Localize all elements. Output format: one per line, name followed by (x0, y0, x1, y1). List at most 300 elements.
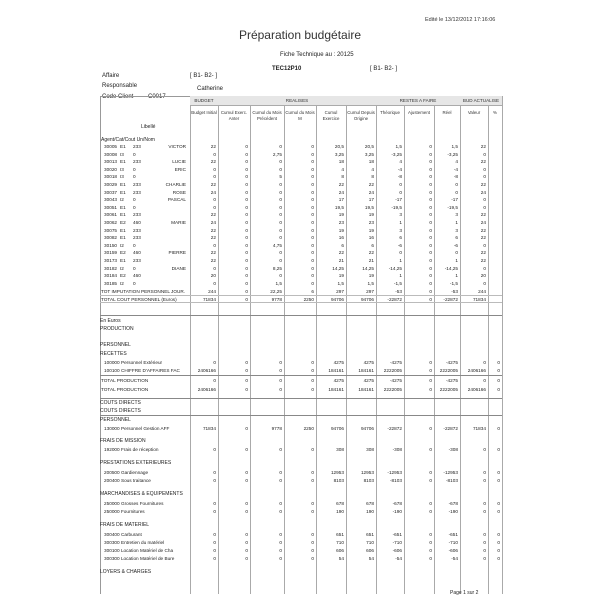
agent-code: 30150 (104, 242, 118, 248)
section-title: PERSONNEL (100, 342, 131, 348)
cell-cumul-depuis-origine: 4 (371, 166, 374, 172)
account-row (100, 547, 502, 554)
cell-r-el: -1,5 (449, 280, 458, 286)
section-separator (100, 375, 502, 376)
cell-cumul-du-mois-pr-c-dent: 0 (279, 368, 282, 374)
cell-cumul-exercice: 18 (338, 159, 344, 165)
cell-r-el: 1,5 (451, 144, 458, 149)
account-label: 100100 CHIFFRE D'AFFAIRES FAC (104, 368, 180, 374)
account-label: 300300 Location Matériel de Bure (104, 556, 175, 562)
section-title: COUTS DIRECTS (100, 408, 141, 415)
cell-valeur: 22 (480, 258, 486, 263)
cell-cumul-du-mois-pr-c-dent: 9778 (271, 297, 282, 302)
cell-cumul-exerc-anter: 0 (245, 297, 248, 302)
cell-cumul-exerc-anter: 0 (245, 368, 248, 374)
agent-code: 30029 (104, 182, 118, 187)
column-header: Réel (442, 110, 452, 115)
cell-cumul-exercice: 22 (338, 182, 344, 187)
agent-category: E1 (120, 182, 126, 187)
account-label: 100000 Personnel Extérieur (104, 360, 163, 365)
agent-name: DIANE (171, 265, 186, 271)
cell-cumul-du-mois-pr-c-dent: 22,25 (270, 289, 282, 295)
agent-category: E1 (120, 212, 126, 218)
column-header: Cumul Exercice (322, 110, 340, 121)
cell-th-orique: -22872 (387, 426, 402, 432)
agent-name: MARIE (171, 220, 186, 225)
cell-cumul-depuis-origine: 710 (366, 539, 374, 545)
section-title: FRAIS DE MISSION (100, 437, 146, 444)
cell-cumul-exerc-anter: 0 (245, 242, 248, 248)
cell-valeur: 2406166 (467, 368, 486, 374)
cell-th-orique: -4 (397, 166, 402, 172)
cell-cumul-depuis-origine: 308 (366, 447, 374, 452)
cell-valeur: 0 (483, 508, 486, 514)
agent-row (100, 227, 502, 234)
agent-row (100, 173, 502, 180)
cell-ajustement: 0 (429, 235, 432, 241)
cell-valeur: 0 (483, 151, 486, 157)
cell-cumul-du-mois-pr-c-dent: 0 (279, 166, 282, 172)
cell-cumul-exercice: 678 (336, 500, 344, 506)
cell-cumul-exercice: 190 (336, 508, 344, 514)
cell-cumul-du-mois-m: 0 (311, 273, 314, 279)
cell-cumul-du-mois-m: 0 (311, 182, 314, 187)
agent-unit-cost: 0 (133, 280, 136, 286)
cell-budget-initial: 22 (210, 159, 216, 165)
account-row (100, 367, 502, 374)
cell-th-orique: 0 (399, 182, 402, 187)
cell-cumul-depuis-origine: 19 (368, 273, 374, 279)
cell-th-orique: -4275 (390, 360, 402, 365)
cell-ajustement: 0 (429, 144, 432, 149)
cell-r-el: -8103 (446, 477, 458, 483)
cell-cumul-du-mois-m: 0 (311, 547, 314, 553)
agent-code: 30037 (104, 189, 118, 195)
cell--: 0 (497, 531, 500, 537)
account-label: TOTAL PRODUCTION (101, 378, 149, 384)
cell-r-el: -606 (448, 547, 458, 553)
cell--: 0 (497, 477, 500, 483)
cell-cumul-exerc-anter: 0 (245, 204, 248, 210)
section-separator (100, 315, 502, 316)
cell-cumul-exercice: 8103 (333, 477, 344, 483)
cell-ajustement: 0 (429, 197, 432, 203)
cell-valeur: 24 (480, 189, 486, 195)
cell-ajustement: 0 (429, 174, 432, 180)
cell-cumul-du-mois-pr-c-dent: 0 (279, 235, 282, 241)
cell-cumul-exercice: 184161 (328, 368, 344, 374)
cell-cumul-depuis-origine: 54 (368, 556, 374, 562)
cell-cumul-exercice: 19 (338, 273, 344, 279)
agent-row (100, 272, 502, 279)
cell-cumul-du-mois-m: 0 (311, 508, 314, 514)
cell-th-orique: 0 (399, 250, 402, 256)
cell-budget-initial: 0 (213, 204, 216, 210)
cell-budget-initial: 0 (213, 556, 216, 562)
agent-unit-cost: 460 (133, 273, 141, 279)
cell-cumul-du-mois-pr-c-dent: 0 (279, 378, 282, 384)
cell-ajustement: 0 (429, 289, 432, 295)
cell-r-el: -4275 (446, 378, 458, 384)
column-header: Ajustement (408, 110, 430, 115)
cell-cumul-depuis-origine: 1,5 (367, 280, 374, 286)
cell-cumul-exerc-anter: 0 (245, 166, 248, 172)
agent-row (100, 204, 502, 211)
cell-th-orique: -8103 (390, 477, 402, 483)
cell-cumul-depuis-origine: 19 (368, 212, 374, 218)
cell-cumul-depuis-origine: 23 (368, 220, 374, 225)
cell-valeur: 0 (483, 242, 486, 248)
agent-category: I2 (120, 265, 124, 271)
fiche-technique (280, 52, 354, 58)
cell-ajustement: 0 (429, 539, 432, 545)
cell-cumul-du-mois-m: 0 (311, 447, 314, 452)
agent-row (100, 234, 502, 241)
agent-unit-cost: 0 (133, 151, 136, 157)
cell--: 0 (497, 386, 500, 392)
cell-valeur: 0 (483, 500, 486, 506)
cell-valeur: 0 (483, 447, 486, 452)
cell-cumul-exerc-anter: 0 (245, 159, 248, 165)
cell-valeur: 0 (483, 166, 486, 172)
cell-cumul-du-mois-pr-c-dent: 0 (279, 360, 282, 365)
cell-budget-initial: 71834 (202, 426, 216, 432)
cell-cumul-exercice: 94706 (330, 297, 344, 302)
cell-cumul-exercice: 94706 (330, 426, 344, 432)
page-number: Page 1 sur 2 (450, 590, 479, 596)
cell-th-orique: 2222005 (383, 386, 402, 392)
client-value: C0017 (148, 94, 166, 100)
cell-ajustement: 0 (429, 280, 432, 286)
cell-budget-initial: 0 (213, 469, 216, 475)
cell-cumul-du-mois-pr-c-dent: 0 (279, 447, 282, 452)
cell-budget-initial: 0 (213, 280, 216, 286)
cell-budget-initial: 24 (210, 220, 216, 225)
agent-category: E2 (120, 250, 126, 256)
cell-ajustement: 0 (429, 258, 432, 263)
cell-cumul-depuis-origine: 21 (368, 258, 374, 263)
cell-ajustement: 0 (429, 368, 432, 374)
agent-category: I2 (120, 197, 124, 203)
agent-category: I3 (120, 151, 124, 157)
cell-cumul-du-mois-pr-c-dent: 0 (279, 197, 282, 203)
column-header: Cumul du Mois Précédent (252, 110, 282, 121)
cell-budget-initial: 2406166 (197, 368, 216, 374)
cell-r-el: 3 (455, 227, 458, 233)
cell-budget-initial: 0 (213, 447, 216, 452)
agent-unit-cost: 0 (133, 197, 136, 203)
cell-valeur: 0 (483, 469, 486, 475)
column-header: Théorique (380, 110, 400, 115)
cell-cumul-du-mois-m: 0 (311, 174, 314, 180)
cell-cumul-exerc-anter: 0 (245, 426, 248, 432)
cell-cumul-du-mois-m: 0 (311, 250, 314, 256)
cell-r-el: 2222005 (439, 386, 458, 392)
agent-category: E1 (120, 227, 126, 233)
cell-budget-initial: 0 (213, 174, 216, 180)
agent-category: E1 (120, 204, 126, 210)
agent-code: 30013 (104, 159, 118, 165)
cell-th-orique: -3,25 (391, 151, 402, 157)
cell-cumul-du-mois-pr-c-dent: 0 (279, 144, 282, 149)
affaire-label: Affaire (102, 73, 120, 79)
cell--: 0 (497, 469, 500, 475)
cell-th-orique: -678 (392, 500, 402, 506)
cell-cumul-exerc-anter: 0 (245, 265, 248, 271)
cell-cumul-depuis-origine: 678 (366, 500, 374, 506)
agent-unit-cost: 233 (133, 182, 141, 187)
cell-r-el: -8 (453, 174, 458, 180)
cell-cumul-exerc-anter: 0 (245, 144, 248, 149)
cell-cumul-du-mois-pr-c-dent: 0 (279, 227, 282, 233)
cell-cumul-du-mois-m: 0 (311, 531, 314, 537)
agent-unit-cost: 460 (133, 250, 141, 256)
agent-name: ERIC (174, 166, 186, 172)
cell-cumul-du-mois-m: 0 (311, 500, 314, 506)
cell-valeur: 0 (483, 378, 486, 384)
agent-category: E1 (120, 235, 126, 241)
account-label: 300100 Location Matériel de Cha (104, 547, 174, 553)
cell-budget-initial: 0 (213, 197, 216, 203)
cell-r-el: 0 (455, 182, 458, 187)
cell-cumul-exerc-anter: 0 (245, 212, 248, 218)
cell-th-orique: -606 (392, 547, 402, 553)
cell-cumul-exerc-anter: 0 (245, 151, 248, 157)
cell--: 0 (497, 539, 500, 545)
cell-ajustement: 0 (429, 159, 432, 165)
section-title: RECETTES (100, 350, 127, 357)
cell-valeur: 0 (483, 547, 486, 553)
edited-timestamp: Edité le 13/12/2012 17:16:06 (425, 17, 496, 23)
cell-cumul-exercice: 16 (338, 235, 344, 241)
cell-budget-initial: 22 (210, 182, 216, 187)
agent-row (100, 181, 502, 188)
cell-cumul-exerc-anter: 0 (245, 539, 248, 545)
account-row (100, 359, 502, 366)
cell-cumul-du-mois-m: 0 (311, 378, 314, 384)
cell-cumul-du-mois-pr-c-dent: 9778 (271, 426, 282, 432)
agent-code: 30043 (104, 197, 118, 203)
cell-cumul-exerc-anter: 0 (245, 378, 248, 384)
cell-cumul-exerc-anter: 0 (245, 500, 248, 506)
agent-row (100, 166, 502, 173)
cell-ajustement: 0 (429, 182, 432, 187)
cell-cumul-exerc-anter: 0 (245, 197, 248, 203)
cell-cumul-depuis-origine: 24 (368, 189, 374, 195)
affaire-value: [ B1- B2- ] (190, 73, 218, 79)
cell-cumul-exercice: 20,5 (334, 144, 344, 149)
cell-th-orique: -53 (395, 289, 402, 295)
cell-r-el: 0 (455, 250, 458, 256)
cell-th-orique: -651 (392, 531, 402, 537)
agent-code: 30062 (104, 220, 118, 225)
cell-ajustement: 0 (429, 273, 432, 279)
cell-cumul-du-mois-m: 0 (311, 539, 314, 545)
cell-cumul-du-mois-pr-c-dent: 0 (279, 258, 282, 263)
cell-cumul-du-mois-m: 0 (311, 386, 314, 392)
cell-cumul-exerc-anter: 0 (245, 531, 248, 537)
cell-cumul-depuis-origine: 297 (366, 289, 374, 295)
cell-cumul-exerc-anter: 0 (245, 508, 248, 514)
cell-ajustement: 0 (429, 547, 432, 553)
agent-row (100, 249, 502, 256)
cell-ajustement: 0 (429, 508, 432, 514)
cell-cumul-depuis-origine: 94706 (360, 426, 374, 432)
cell-r-el: -54 (451, 556, 458, 562)
cell-budget-initial: 24 (210, 189, 216, 195)
account-row (100, 508, 502, 515)
cell-valeur: 244 (478, 289, 486, 295)
agent-unit-cost: 0 (133, 166, 136, 172)
cell-cumul-du-mois-pr-c-dent: 0 (279, 273, 282, 279)
cell-cumul-du-mois-m: 0 (311, 258, 314, 263)
agent-category: I2 (120, 280, 124, 286)
agent-code: 30061 (104, 212, 118, 218)
column-header: Cumul Exerc. Anter (220, 110, 248, 121)
agent-code: 30173 (104, 258, 118, 263)
cell--: 0 (497, 378, 500, 384)
cell-cumul-exerc-anter: 0 (245, 469, 248, 475)
cell-ajustement: 0 (429, 265, 432, 271)
cell-cumul-exercice: 710 (336, 539, 344, 545)
agent-unit-cost: 233 (133, 159, 141, 165)
cell-budget-initial: 2406166 (197, 386, 216, 392)
cell-cumul-exerc-anter: 0 (245, 258, 248, 263)
cell-cumul-du-mois-m: 0 (311, 144, 314, 149)
agent-unit-cost: 233 (133, 212, 141, 218)
group-restes: RESTES A FAIRE (376, 96, 460, 106)
cell-cumul-exerc-anter: 0 (245, 250, 248, 256)
project-bracket: [ B1- B2- ] (370, 66, 398, 72)
agent-category: I3 (120, 174, 124, 180)
section-title: PERSONNEL (100, 416, 131, 423)
agent-category: E2 (120, 220, 126, 225)
account-row (100, 469, 502, 476)
cell-budget-initial: 71834 (202, 297, 216, 302)
cell-cumul-du-mois-pr-c-dent: 0 (279, 204, 282, 210)
cell-ajustement: 0 (429, 426, 432, 432)
cell-cumul-exercice: 54 (338, 556, 344, 562)
section-separator (100, 398, 502, 399)
cell-cumul-depuis-origine: 606 (366, 547, 374, 553)
agent-name: PIERRE (168, 250, 186, 256)
cell-valeur: 22 (480, 212, 486, 218)
cell-th-orique: 0 (399, 189, 402, 195)
agent-unit-cost: 460 (133, 220, 141, 225)
account-row (100, 446, 502, 453)
cell--: 0 (497, 368, 500, 374)
cell--: 0 (497, 426, 500, 432)
client-label: Code Client (102, 94, 134, 100)
cell-cumul-depuis-origine: 18 (368, 159, 374, 165)
cell-th-orique: -710 (392, 539, 402, 545)
cell-cumul-du-mois-m: 0 (311, 469, 314, 475)
cell-valeur: 24 (480, 220, 486, 225)
cell-budget-initial: 22 (210, 212, 216, 218)
cell-ajustement: 0 (429, 386, 432, 392)
agent-unit-cost: 233 (133, 258, 141, 263)
agent-row (100, 219, 502, 226)
cell-cumul-depuis-origine: 8 (371, 174, 374, 180)
agent-code: 30159 (104, 250, 118, 256)
cell-r-el: -22872 (443, 297, 458, 302)
cell-valeur: 22 (480, 159, 486, 165)
cell-cumul-depuis-origine: 12953 (360, 469, 374, 475)
cell-th-orique: -308 (392, 447, 402, 452)
cell-cumul-exercice: 651 (336, 531, 344, 537)
cell-cumul-du-mois-pr-c-dent: 0 (279, 469, 282, 475)
section-title: MARCHANDISES & EQUIPEMENTS (100, 491, 183, 498)
cell-budget-initial: 0 (213, 477, 216, 483)
account-row (100, 425, 502, 432)
cell-cumul-du-mois-pr-c-dent: 0 (279, 250, 282, 256)
cell-th-orique: -19,5 (391, 204, 402, 210)
cell-cumul-du-mois-pr-c-dent: 2,75 (272, 151, 282, 157)
column-divider (502, 96, 503, 594)
agent-unit-cost: 0 (133, 242, 136, 248)
cell-th-orique: -190 (392, 508, 402, 514)
cell-cumul-du-mois-pr-c-dent: 0 (279, 477, 282, 483)
cell-ajustement: 0 (429, 378, 432, 384)
agent-row (100, 158, 502, 165)
cell-cumul-du-mois-m: 0 (311, 212, 314, 218)
cell-ajustement: 0 (429, 531, 432, 537)
cell-valeur: 71834 (472, 426, 486, 432)
agent-row (100, 257, 502, 264)
cell-valeur: 0 (483, 174, 486, 180)
cell-th-orique: 1 (399, 273, 402, 279)
cell-r-el: -710 (448, 539, 458, 545)
cell-r-el: -4275 (446, 360, 458, 365)
cell-cumul-du-mois-m: 0 (311, 235, 314, 241)
agent-name: VICTOR (168, 144, 186, 149)
cell-cumul-du-mois-m: 0 (311, 151, 314, 157)
cell-cumul-exerc-anter: 0 (245, 477, 248, 483)
cell-r-el: -678 (448, 500, 458, 506)
cell-cumul-depuis-origine: 19 (368, 227, 374, 233)
cell-cumul-exercice: 4275 (333, 378, 344, 384)
agent-unit-cost: 0 (133, 174, 136, 180)
cell-cumul-depuis-origine: 190 (366, 508, 374, 514)
cell-valeur: 0 (483, 360, 486, 365)
cell-cumul-exercice: 3,25 (334, 151, 344, 157)
agent-row (100, 265, 502, 272)
cell-ajustement: 0 (429, 151, 432, 157)
cell-th-orique: -6 (397, 242, 402, 248)
agent-code: 30185 (104, 280, 118, 286)
cell-th-orique: 4 (399, 159, 402, 165)
cell-cumul-exercice: 6 (341, 242, 344, 248)
cell-cumul-exercice: 19,5 (334, 204, 344, 210)
agent-code: 30005 (104, 144, 118, 149)
total-label: TOT IMPUTATION PERSONNEL JOUR. (101, 289, 186, 295)
cell-cumul-du-mois-m: 0 (311, 368, 314, 374)
cell-budget-initial: 0 (213, 539, 216, 545)
column-header: Budget Initial (191, 110, 217, 115)
cell-cumul-du-mois-pr-c-dent: 0 (279, 531, 282, 537)
cell-cumul-exercice: 22 (338, 250, 344, 256)
cell-r-el: 3 (455, 212, 458, 218)
agent-code: 30018 (104, 174, 118, 180)
cell-valeur: 20 (480, 273, 486, 279)
cell-valeur: 0 (483, 531, 486, 537)
column-header: % (493, 110, 497, 115)
cell-budget-initial: 20 (210, 273, 216, 279)
cell--: 0 (497, 556, 500, 562)
cell-cumul-du-mois-pr-c-dent: 0 (279, 386, 282, 392)
responsable-value: Catherine (197, 86, 224, 92)
cell-cumul-exerc-anter: 0 (245, 235, 248, 241)
